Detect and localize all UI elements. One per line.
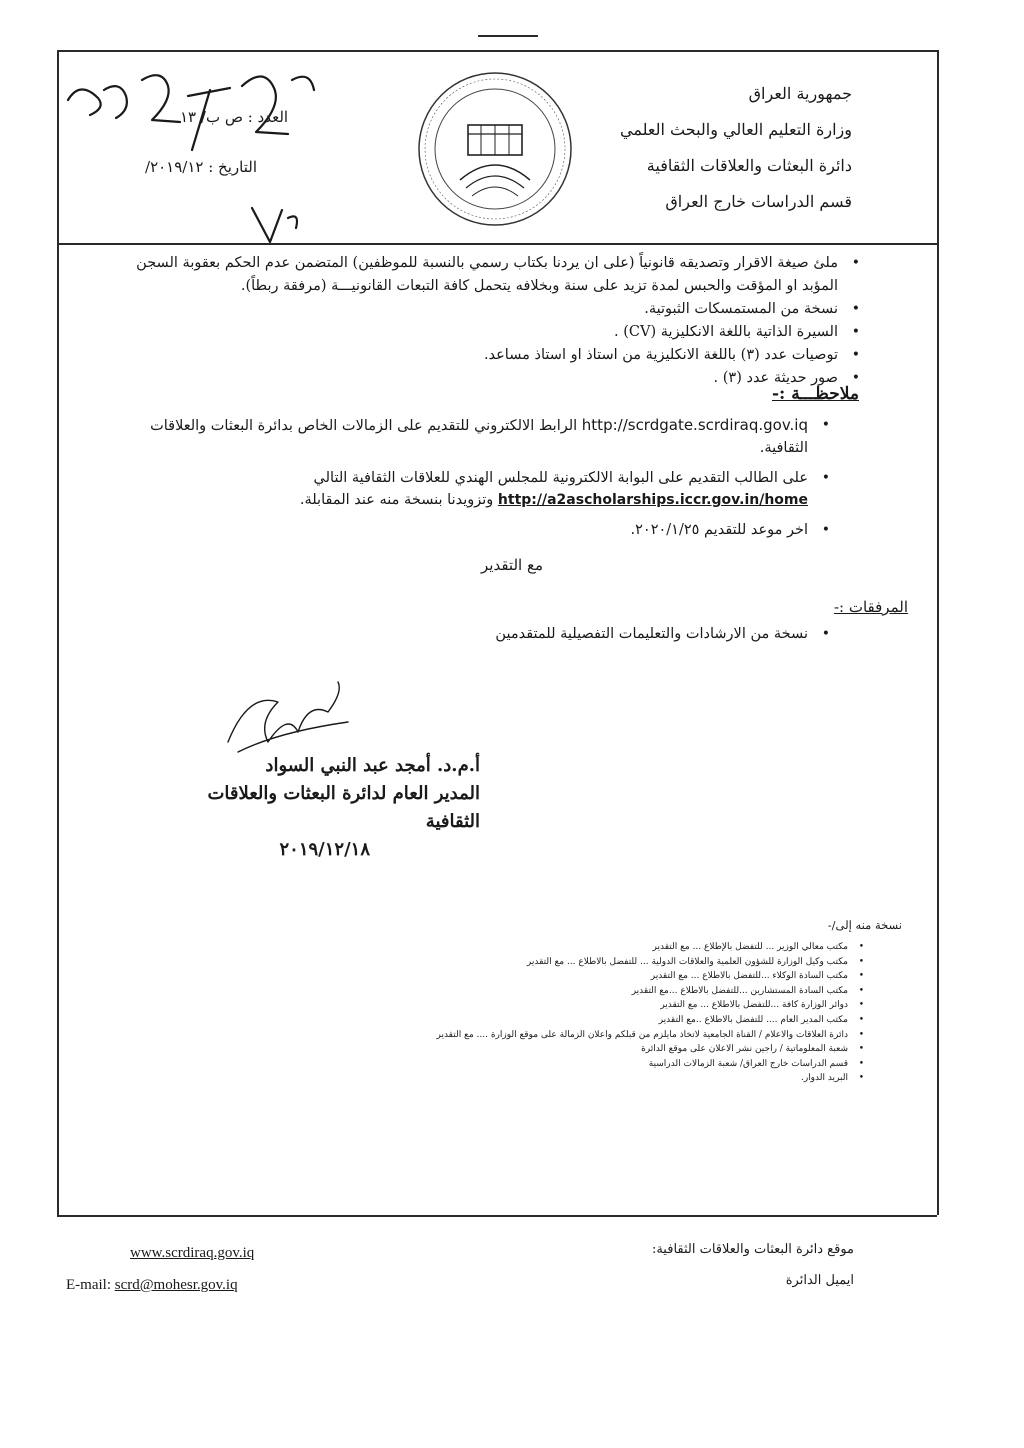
list-item: • شعبة المعلوماتية / راجين نشر الاعلان على موقع الدائرة [244, 1042, 864, 1057]
list-item: • مكتب المدير العام .... للتفضل بالاطلاع ..مع التقدير [244, 1013, 864, 1028]
header-line-republic: جمهورية العراق [748, 84, 852, 103]
list-item: • البريد الدوار. [244, 1071, 864, 1086]
requirements-list [104, 252, 864, 390]
list-item: • السيرة الذاتية باللغة الانكليزية (CV) . [104, 321, 864, 344]
list-item: • نسخة من المستمسكات الثبوتية. [104, 298, 864, 321]
note-text: على الطالب التقديم على البوابة الالكترونية للمجلس الهندي للعلاقات الثقافية التالي [313, 470, 808, 486]
email-line [66, 1277, 238, 1294]
notes-list [114, 414, 834, 549]
cc-title: نسخة منه إلى/- [827, 918, 902, 932]
portal-link[interactable]: http://scrdgate.scrdiraq.gov.iq [581, 416, 808, 434]
iccr-link[interactable]: http://a2ascholarships.iccr.gov.in/home [497, 492, 808, 508]
handwritten-mark-icon [244, 198, 304, 248]
list-item [114, 414, 834, 459]
website-label: موقع دائرة البعثات والعلاقات الثقافية: [651, 1242, 854, 1257]
header-divider [57, 243, 937, 245]
letter-date: التاريخ : ٢٠١٩/١٢/ [145, 158, 257, 176]
list-item: • نسخة من الارشادات والتعليمات التفصيلية للمتقدمين [234, 626, 834, 642]
ministry-seal-icon [416, 70, 574, 228]
list-item: • ملئ صيغة الاقرار وتصديقه قانونياً (على ان يردنا بكتاب رسمي بالنسبة للموظفين) المتضمن عدم الحكم بعقوبة السجن المؤبد او المؤقت والحبس لمدة تزيد على سنة وبخلافه يتحمل كافة التبعات القانونيـــة (مرفقة ربطاً). [104, 252, 864, 298]
attachments-list [234, 626, 834, 642]
signature-date: ٢٠١٩/١٢/١٨ [279, 839, 370, 860]
closing-phrase: مع التقدير [481, 556, 543, 574]
email-label: ايميل الدائرة [785, 1273, 854, 1288]
list-item: • اخر موعد للتقديم ٢٠٢٠/١/٢٥. [114, 519, 834, 541]
signatory-title: المدير العام لدائرة البعثات والعلاقات الثقافية [207, 783, 480, 832]
footer-divider [57, 1215, 937, 1217]
email-prefix: E-mail: [66, 1277, 111, 1293]
website-link[interactable]: www.scrdiraq.gov.iq [130, 1245, 255, 1261]
top-frame-line [57, 50, 937, 52]
right-frame-line [937, 50, 939, 1215]
header-line-directorate: دائرة البعثات والعلاقات الثقافية [646, 156, 852, 175]
email-link[interactable]: scrd@mohesr.gov.iq [114, 1277, 238, 1293]
attachments-title: المرفقات :- [833, 598, 908, 616]
list-item: • توصيات عدد (٣) باللغة الانكليزية من استاذ او استاذ مساعد. [104, 344, 864, 367]
list-item: • مكتب معالي الوزير ... للتفضل بالإطلاع ... مع التقدير [244, 940, 864, 955]
list-item: • دائرة العلاقات والاعلام / القناة الجامعية لاتخاذ مايلزم من قبلكم واعلان الزمالة على موقع الوزارة .... مع التقدير [244, 1028, 864, 1043]
notes-title: ملاحظـــة :- [771, 384, 859, 404]
note-text: وتزويدنا بنسخة منه عند المقابلة. [299, 492, 494, 508]
ministry-header [552, 76, 852, 220]
list-item [114, 467, 834, 511]
list-item: • قسم الدراسات خارج العراق/ شعبة الزمالات الدراسية [244, 1057, 864, 1072]
left-frame-line [57, 50, 59, 1215]
scan-mark-top [478, 35, 538, 37]
list-item: • مكتب وكيل الوزارة للشؤون العلمية والعلاقات الدولية ... للتفضل بالاطلاع ... مع التقدير [244, 955, 864, 970]
note-text: الرابط الالكتروني للتقديم على الزمالات الخاص بدائرة البعثات والعلاقات الثقافية. [150, 418, 808, 456]
signatory-block [150, 752, 480, 864]
signature-icon [218, 672, 358, 762]
list-item: • دوائر الوزارة كافة ...للتفضل بالاطلاع ... مع التقدير [244, 998, 864, 1013]
header-line-ministry: وزارة التعليم العالي والبحث العلمي [620, 120, 852, 139]
list-item: • صور حديثة عدد (٣) . [104, 367, 864, 390]
signatory-name: أ.م.د. أمجد عبد النبي السواد [265, 755, 480, 776]
cc-list [244, 940, 864, 1086]
list-item: • مكتب السادة الوكلاء ...للتفضل بالاطلاع ... مع التقدير [244, 969, 864, 984]
list-item: • مكتب السادة المستشارين ...للتفضل بالاطلاع ...مع التقدير [244, 984, 864, 999]
header-line-department: قسم الدراسات خارج العراق [665, 192, 852, 211]
reference-number: العدد : ص ب/ ١٣ [180, 108, 289, 126]
